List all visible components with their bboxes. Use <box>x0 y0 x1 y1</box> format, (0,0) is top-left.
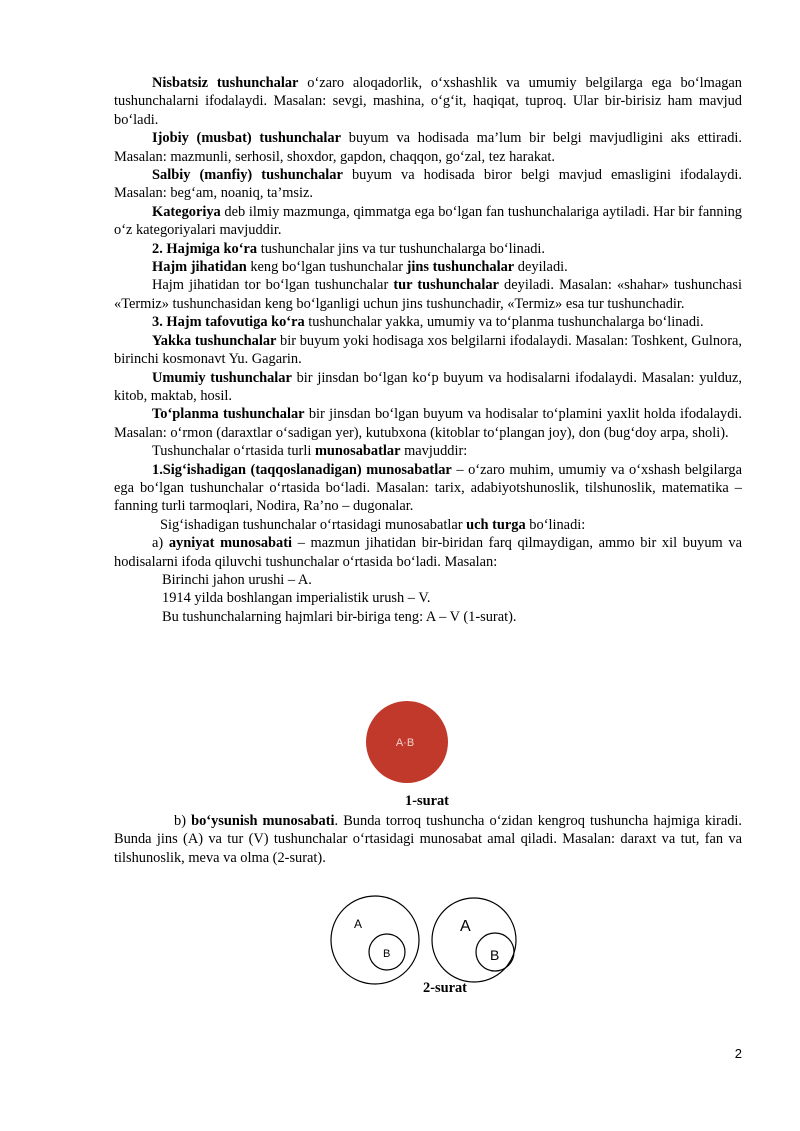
example-v <box>114 589 742 607</box>
paragraph-ayniyat <box>114 534 742 571</box>
circle-ab-label: A·B <box>395 737 415 749</box>
outer-label-left: A <box>354 917 363 931</box>
bold-term: Kategoriya <box>152 203 221 220</box>
bold-term: ayniyat munosabati <box>168 535 293 552</box>
bold-term: Nisbatsiz tushunchalar <box>152 75 299 91</box>
example-a <box>114 571 742 589</box>
text-run: bir jinsdan bo‘lgan buyum va hodisalar to‘plamini yaxlit holda ifodalaydi. Masalan: o‘rmon (daraxtlar o‘sadigan yer), kutubxona (kitoblar to‘plangan joy), don (bug‘doy arpa, sholi). <box>114 406 742 441</box>
page-number: 2 <box>734 1046 742 1061</box>
diagram-left <box>331 896 419 984</box>
text-run: . Bunda torroq tushuncha o‘zidan kengroq tushuncha hajmiga kiradi. Bunda jins (A) va tur (V) tushunchalar o‘rtasidagi munosabat amal qiladi. Masalan: daraxt va tut, fan va tilshunoslik, meva va olma (2-surat). <box>114 813 743 866</box>
bold-term: Umumiy tushunchalar <box>152 369 292 386</box>
bold-term: uch turga <box>466 516 526 533</box>
text-run: – o‘zaro muhim, umumiy va o‘xshash belgilarga ega bo‘lgan tushunchalar o‘rtasida bo‘ladi. Masalan: tarix, adabiyotshunoslik, tilshunoslik, matematika – fanning turli tarmoqlari, Nodira, Ra’no – dugonalar. <box>114 461 742 515</box>
figure-1-diagram <box>365 700 455 790</box>
text-run: deyiladi. Masalan: «shahar» tushunchasi «Termiz» tushunchasidan keng bo‘lganligi uchun jins tushunchadir, «Termiz» esa tur tushunchadir. <box>114 277 742 312</box>
text-run: – mazmun jihatidan bir-biridan farq qilmaydigan, ammo bir xil buyum va hodisalarni ifoda qiluvchi tushunchalar o‘rtasida bo‘ladi. Masalan: <box>114 535 742 570</box>
text-run: 1914 yilda boshlangan imperialistik urush – V. <box>162 590 431 607</box>
paragraph-hajm-tor <box>114 276 742 313</box>
text-run: mavjuddir: <box>400 443 468 460</box>
text-run: a) <box>152 535 169 552</box>
text-run: bir buyum yoki hodisaga xos belgilarni ifodalaydi. Masalan: Toshkent, Gulnora, birinchi kosmonavt Yu. Gagarin. <box>114 332 742 368</box>
page-body-2 <box>114 812 742 867</box>
bold-term: tur tushunchalar <box>393 277 499 294</box>
paragraph-hajm-tafovut <box>114 313 742 331</box>
text-run: Tushunchalar o‘rtasida turli <box>152 443 315 460</box>
paragraph-kategoriya <box>114 203 742 240</box>
paragraph-toplanma <box>114 405 742 442</box>
text-run: keng bo‘lgan tushunchalar <box>246 259 407 276</box>
inner-label-left: B <box>383 948 391 960</box>
outer-circle-left <box>331 896 419 984</box>
text-run: Hajm jihatidan tor bo‘lgan tushunchalar <box>152 277 394 294</box>
paragraph-umumiy <box>114 369 742 406</box>
bold-term: 1.Sig‘ishadigan (taqqoslanadigan) munosabatlar <box>152 461 452 478</box>
figure-2-diagram <box>320 890 530 990</box>
bold-term: jins tushunchalar <box>406 259 515 276</box>
paragraph-hajmiga <box>114 240 742 258</box>
text-run: b) <box>174 813 192 829</box>
text-run: bo‘linadi: <box>525 516 586 533</box>
text-run: deyiladi. <box>514 259 568 276</box>
paragraph-hajm-keng <box>114 258 742 276</box>
paragraph-salbiy <box>114 166 742 203</box>
paragraph-munosabatlar <box>114 442 742 460</box>
paragraph-yakka <box>114 332 742 369</box>
diagram-right <box>432 898 516 982</box>
paragraph-boysunish <box>114 812 742 867</box>
text-run: buyum va hodisada biror belgi mavjud emasligini ifodalaydi. Masalan: beg‘am, noaniq, ta’msiz. <box>114 167 742 202</box>
text-run: tushunchalar yakka, umumiy va to‘planma tushunchalarga bo‘linadi. <box>304 314 704 331</box>
bold-term: Ijobiy (musbat) tushunchalar <box>152 130 342 147</box>
paragraph-ijobiy <box>114 129 742 166</box>
text-run: tushunchalar jins va tur tushunchalarga bo‘linadi. <box>257 240 546 257</box>
figure-1-caption: 1-surat <box>405 793 449 809</box>
text-run: deb ilmiy mazmunga, qimmatga ega bo‘lgan fan tushunchalariga aytiladi. Har bir fanning o‘z kategoriyalari mavjuddir. <box>114 203 742 239</box>
figure-2-caption: 2-surat <box>423 980 467 996</box>
page-body <box>114 74 742 626</box>
bold-term: Hajm jihatidan <box>152 259 247 276</box>
text-run: buyum va hodisada ma’lum bir belgi mavjudligini aks ettiradi. Masalan: mazmunli, serhosil, shoxdor, gapdon, chaqqon, go‘zal, tez harakat. <box>114 130 742 165</box>
text-run: Sig‘ishadigan tushunchalar o‘rtasidagi munosabatlar <box>160 516 467 533</box>
text-run: o‘zaro aloqadorlik, o‘xshashlik va umumiy belgilarga ega bo‘lmagan tushunchalarni ifodalaydi. Masalan: sevgi, mashina, o‘g‘it, haqiqat, tuproq. Ular bir-birisiz ham mavjud bo‘ladi. <box>114 75 743 128</box>
paragraph-nisbatsiz <box>114 74 742 129</box>
bold-term: bo‘ysunish munosabati <box>191 813 335 829</box>
text-run: Birinchi jahon urushi – A. <box>162 571 312 588</box>
bold-term: 3. Hajm tafovutiga ko‘ra <box>152 314 305 331</box>
text-run: Bu tushunchalarning hajmlari bir-biriga teng: A – V (1-surat). <box>162 608 517 625</box>
bold-term: 2. Hajmiga ko‘ra <box>152 240 258 257</box>
inner-label-right: B <box>490 947 500 963</box>
bold-term: Salbiy (manfiy) tushunchalar <box>152 167 343 184</box>
bold-term: Yakka tushunchalar <box>152 332 277 349</box>
paragraph-uch-turga <box>114 516 742 534</box>
example-equal <box>114 608 742 626</box>
outer-label-right: A <box>460 918 471 935</box>
bold-term: munosabatlar <box>314 443 401 460</box>
paragraph-sigishadigan <box>114 461 742 516</box>
text-run: bir jinsdan bo‘lgan ko‘p buyum va hodisalarni ifodalaydi. Masalan: yulduz, kitob, maktab, hosil. <box>114 369 742 404</box>
bold-term: To‘planma tushunchalar <box>152 406 305 423</box>
